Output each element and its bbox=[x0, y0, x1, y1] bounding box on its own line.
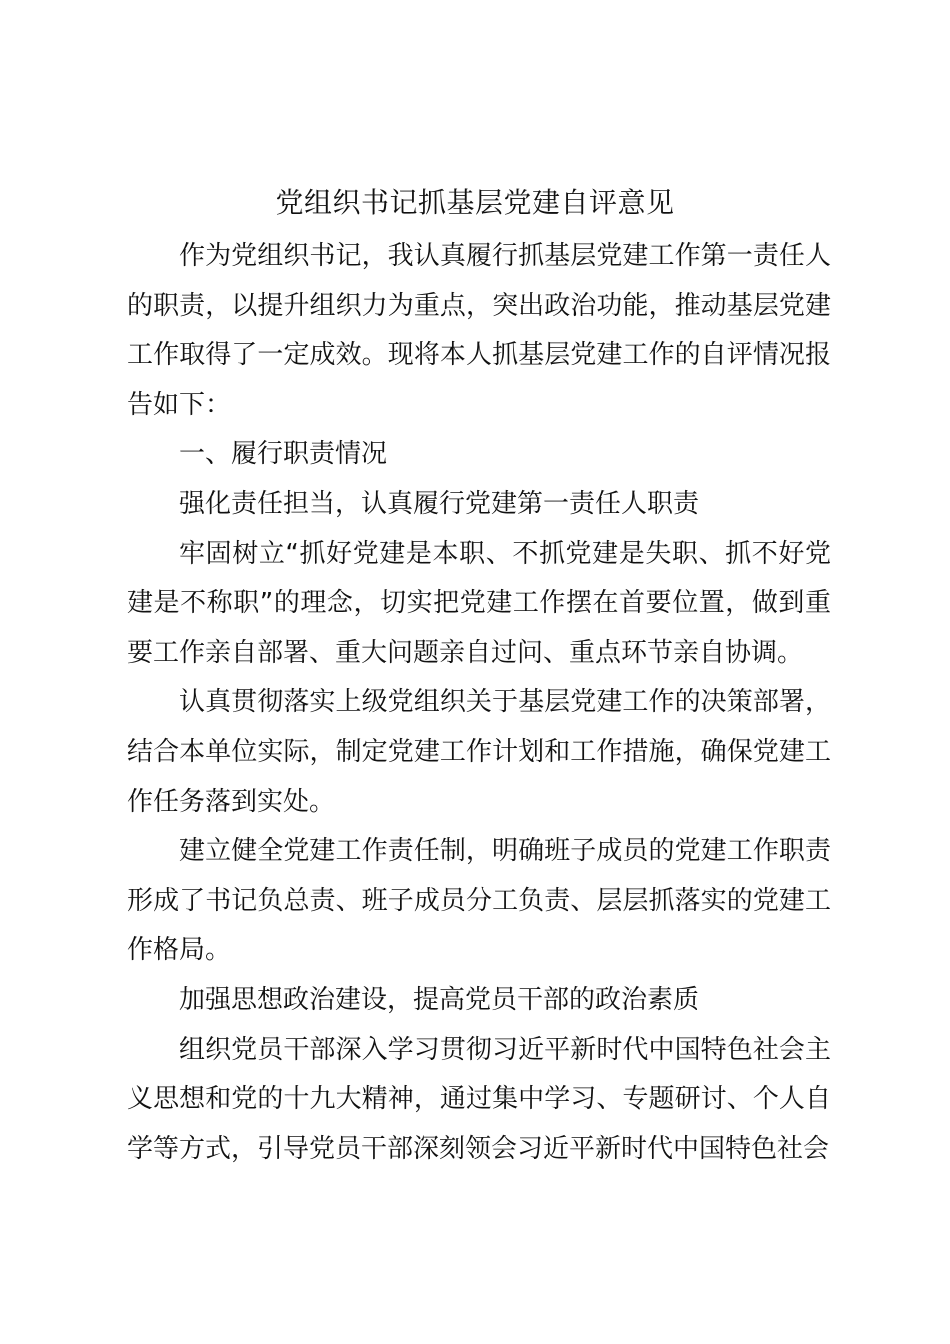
subheading: 强化责任担当，认真履行党建第一责任人职责 bbox=[179, 488, 700, 519]
paragraph: 组织党员干部深入学习贯彻习近平新时代中国特色社会主义思想和党的十九大精神，通过集中学习、专题研讨、个人自学等方式，引导党员干部深刻领会习近平新时代中国特色社会 bbox=[127, 1034, 831, 1164]
document-body bbox=[127, 232, 831, 1174]
section-heading: 一、履行职责情况 bbox=[179, 439, 388, 470]
paragraph-intro: 作为党组织书记，我认真履行抓基层党建工作第一责任人的职责，以提升组织力为重点，突出政治功能，推动基层党建工作取得了一定成效。现将本人抓基层党建工作的自评情况报告如下： bbox=[127, 241, 831, 420]
subheading: 加强思想政治建设，提高党员干部的政治素质 bbox=[179, 984, 700, 1015]
paragraph: 牢固树立“抓好党建是本职、不抓党建是失职、抓不好党建是不称职”的理念，切实把党建工作摆在首要位置，做到重要工作亲自部署、重大问题亲自过问、重点环节亲自协调。 bbox=[127, 538, 831, 668]
paragraph: 认真贯彻落实上级党组织关于基层党建工作的决策部署，结合本单位实际，制定党建工作计划和工作措施，确保党建工作任务落到实处。 bbox=[127, 687, 831, 817]
paragraph: 建立健全党建工作责任制，明确班子成员的党建工作职责形成了书记负总责、班子成员分工负责、层层抓落实的党建工作格局。 bbox=[127, 836, 831, 966]
document-title: 党组织书记抓基层党建自评意见 bbox=[275, 186, 675, 219]
